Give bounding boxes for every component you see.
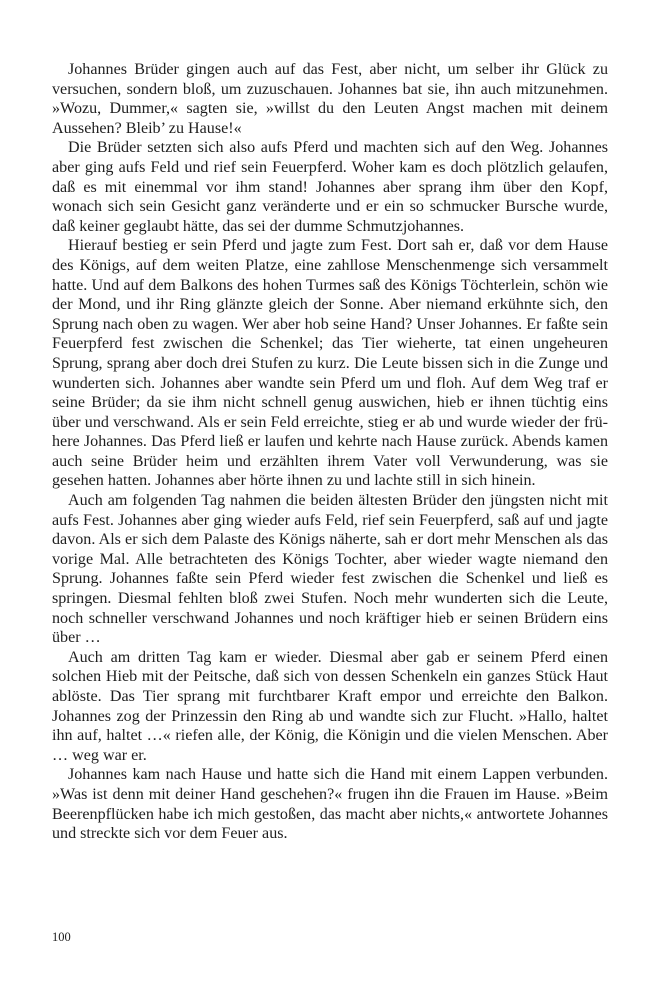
book-page-body	[52, 60, 608, 844]
paragraph-6: Johannes kam nach Hause und hatte sich die Hand mit einem Lappen verbunden. »Was ist denn mit deiner Hand geschehen?« frugen ihn die Frauen im Hause. »Beim Beerenpflücken habe ich mich gestoßen, das macht aber nichts,« antwortete Johannes und streckte sich vor dem Feuer aus.	[52, 766, 608, 843]
page-number: 100	[52, 930, 71, 944]
paragraph-4: Auch am folgenden Tag nahmen die beiden ältesten Brüder den jüngsten nicht mit aufs Fest. Johannes aber ging wieder aufs Feld, rief sein Feuerpferd, saß auf und jagte davon. Als er sich dem Palaste des Königs näherte, sah er dort mehr Menschen als das vorige Mal. Alle betrachteten des Königs Tochter, aber wieder wagte niemand den Sprung. Johannes faßte sein Pferd wieder fest zwischen die Schenkel und ließ es springen. Diesmal fehlten bloß zwei Stufen. Noch mehr wunderten sich die Leute, noch schneller verschwand Johannes und noch kräftiger hieb er seinen Brüdern eins über …	[52, 492, 608, 647]
paragraph-1: Johannes Brüder gingen auch auf das Fest, aber nicht, um selber ihr Glück zu versuchen, sondern bloß, um zuzuschauen. Johannes bat sie, ihn auch mitzunehmen. »Wozu, Dummer,« sagten sie, »willst du den Leuten Angst machen mit deinem Aussehen? Bleib’ zu Hause!«	[52, 61, 608, 137]
paragraph-5: Auch am dritten Tag kam er wieder. Diesmal aber gab er seinem Pferd einen solchen Hieb mit der Peitsche, daß sich von dessen Schenkeln ein ganzes Stück Haut ablöste. Das Tier sprang mit furchtbarer Kraft empor und erreichte den Balkon. Johannes zog der Prinzessin den Ring ab und wandte sich zur Flucht. »Hallo, haltet ihn auf, haltet …« riefen alle, der König, die Königin und die vielen Menschen. Aber … weg war er.	[52, 648, 608, 764]
paragraph-3: Hierauf bestieg er sein Pferd und jagte zum Fest. Dort sah er, daß vor dem Hause des Königs, auf dem weiten Platze, eine zahllose Menschenmenge sich versammelt hatte. Und auf dem Balkons des hohen Turmes saß des Königs Töchterlein, schön wie der Mond, und ihr Ring glänzte gleich der Sonne. Aber niemand erkühnte sich, den Sprung nach oben zu wagen. Wer aber hob seine Hand? Unser Johannes. Er faßte sein Feuerpferd fest zwischen die Schenkel; das Tier wieherte, tat einen ungeheuren Sprung, sprang aber doch drei Stufen zu kurz. Die Leute bissen sich in die Zunge und wunderten sich. Johannes aber wandte sein Pferd um und floh. Auf dem Weg traf er seine Brüder; da sie ihm nicht schnell genug auswichen, hieb er ihnen tüchtig eins über und verschwand. Als er sein Feld erreichte, stieg er ab und wurde wieder der frühere Johannes. Das Pferd ließ er laufen und kehrte nach Hause zurück. Abends kamen auch seine Brüder heim und erzählten ihrem Vater voll Verwunderung, was sie gesehen hatten. Johannes aber hörte ihnen zu und lachte still in sich hinein.	[52, 237, 608, 490]
paragraph-2: Die Brüder setzten sich also aufs Pferd und machten sich auf den Weg. Johannes aber ging aufs Feld und rief sein Feuerpferd. Woher kam es doch plötzlich gelaufen, daß es mit einemmal vor ihm stand! Johannes aber sprang ihm über den Kopf, wonach sich sein Gesicht ganz veränderte und er ein so schmucker Bursche wurde, daß keiner geglaubt hätte, das sei der dumme Schmutzjohannes.	[52, 139, 608, 235]
